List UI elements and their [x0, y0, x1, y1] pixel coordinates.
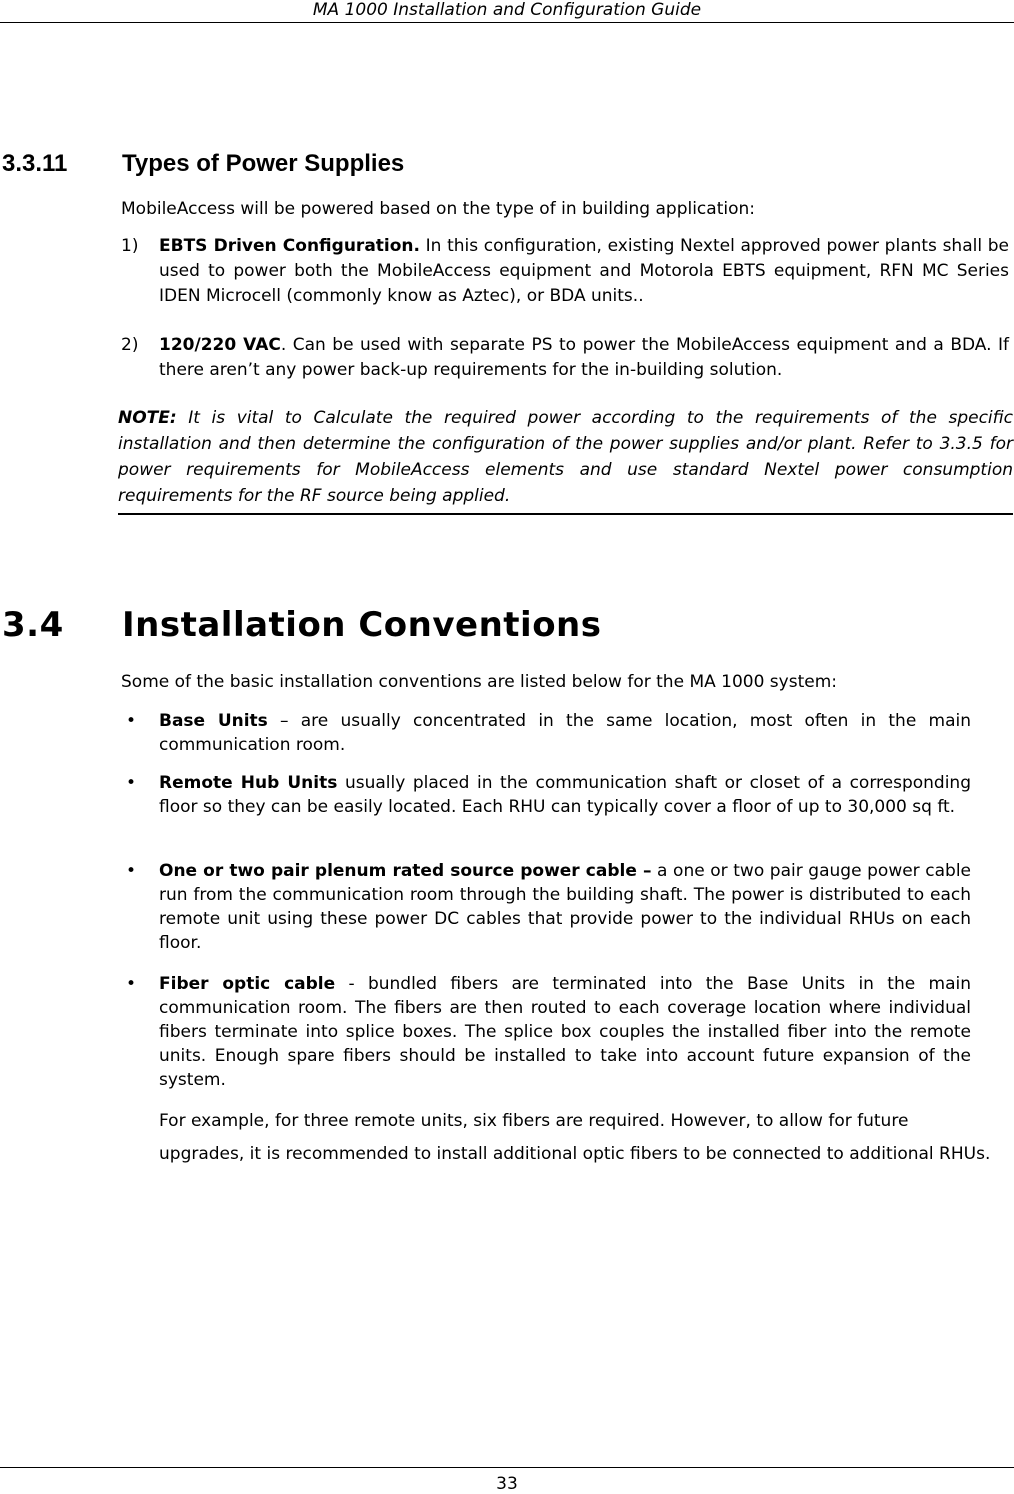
bullet-text: usually placed in the communication shaft or closet of a corresponding floor so they can be easily located. Each RHU can typically cover a floor of up to 30,000 sq ft. [159, 773, 971, 817]
note-label: NOTE: [118, 408, 177, 428]
bullet-item [121, 972, 971, 1092]
item-number: 2) [121, 335, 139, 355]
bullet-dot: • [126, 974, 137, 994]
bullet-content [159, 709, 971, 757]
section-title: Installation Conventions [122, 605, 602, 645]
fiber-example-paragraph: For example, for three remote units, six fibers are required. However, to allow for future upgrades, it is recommended to install additional optic fibers to be connected to additional RHUs. [159, 1111, 991, 1164]
bullet-bold-label: Fiber optic cable [159, 974, 336, 994]
bullet-content [159, 859, 971, 955]
bullet-item [121, 709, 971, 757]
bullet-text: – are usually concentrated in the same location, most often in the main communication room. [159, 711, 971, 755]
bullet-item [121, 771, 971, 819]
item-text: In this configuration, existing Nextel approved power plants shall be used to power both the MobileAccess equipment and Motorola EBTS equipment, RFN MC Series IDEN Microcell (commonly know as Aztec), or BDA units.. [159, 236, 1009, 306]
section-heading-3-3-11 [2, 150, 404, 178]
item-content [159, 333, 1009, 383]
item-text: . Can be used with separate PS to power the MobileAccess equipment and a BDA. If there aren’t any power back-up requirements for the in-building solution. [159, 335, 1009, 380]
bullet-item [121, 859, 971, 955]
bullet-dot: • [126, 773, 137, 793]
bullet-dot: • [126, 711, 137, 731]
bullet-dot: • [126, 861, 137, 881]
note-box [118, 405, 1013, 515]
bullet-content [159, 771, 971, 819]
power-supplies-intro: MobileAccess will be powered based on the type of in building application: [121, 199, 755, 219]
bullet-content [159, 972, 971, 1092]
section-heading-3-4 [2, 605, 602, 645]
page-number: 33 [496, 1474, 518, 1494]
item-bold-label: EBTS Driven Configuration. [159, 236, 420, 256]
page-header [0, 0, 1014, 23]
section-number: 3.3.11 [2, 150, 68, 177]
section-number: 3.4 [2, 605, 64, 645]
conventions-intro: Some of the basic installation conventions are listed below for the MA 1000 system: [121, 672, 837, 692]
numbered-item [121, 333, 1009, 383]
bullet-text: - bundled fibers are terminated into the Base Units in the main communication room. The fibers are then routed to each coverage location where individual fibers terminate into splice boxes. The splice box couples the installed fiber into the remote units. Enough spare fibers should be installed to take into account future expansion of the system. [159, 974, 971, 1090]
numbered-item [121, 234, 1009, 309]
item-content [159, 234, 1009, 309]
item-bold-label: 120/220 VAC [159, 335, 281, 355]
bullet-bold-label: One or two pair plenum rated source power cable – [159, 861, 652, 881]
bullet-text: a one or two pair gauge power cable run from the communication room through the building shaft. The power is distributed to each remote unit using these power DC cables that provide power to the individual RHUs on each floor. [159, 861, 971, 953]
note-text: It is vital to Calculate the required power according to the requirements of the specific installation and then determine the configuration of the power supplies and/or plant. Refer to 3.3.5 for power requirements for MobileAccess elements and use standard Nextel power consumption requirements for the RF source being applied. [118, 408, 1013, 506]
bullet-bold-label: Base Units [159, 711, 268, 731]
item-number: 1) [121, 236, 139, 256]
bullet-bold-label: Remote Hub Units [159, 773, 338, 793]
document-title: MA 1000 Installation and Configuration Guide [312, 0, 702, 20]
section-title: Types of Power Supplies [122, 150, 405, 177]
